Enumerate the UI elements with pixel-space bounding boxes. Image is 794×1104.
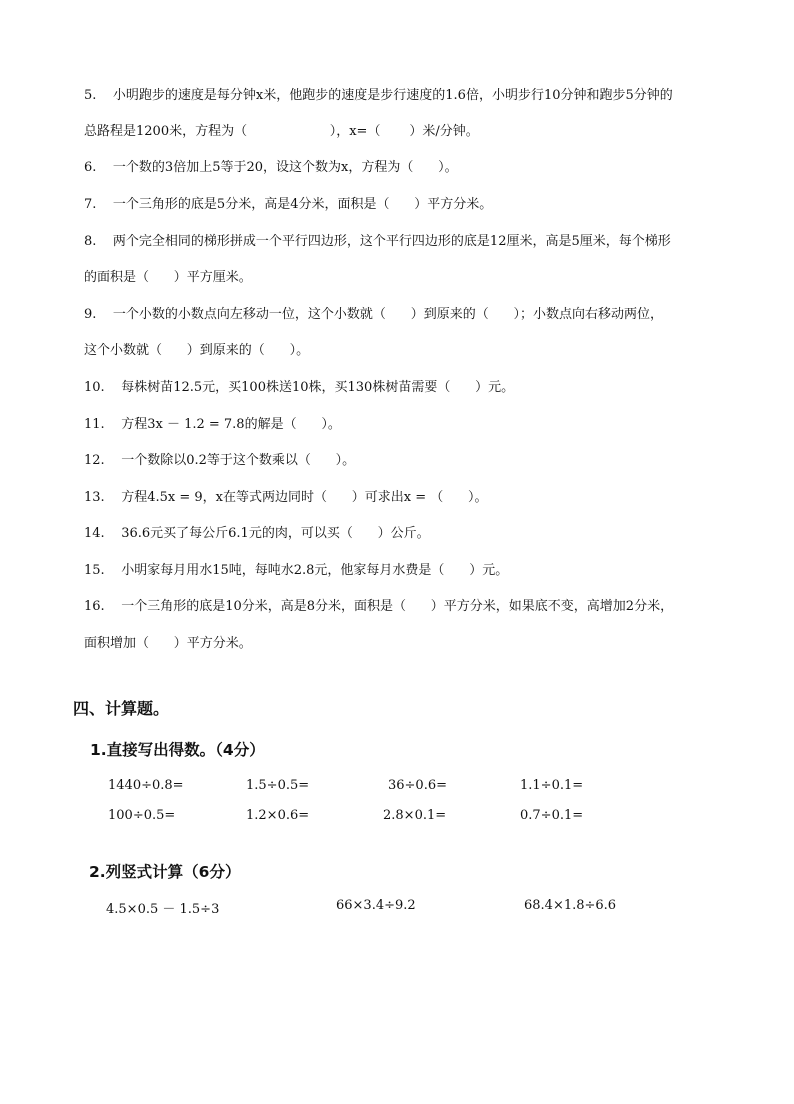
question-9-line-1: 9. 一个小数的小数点向左移动一位，这个小数就（ ）到原来的（ ）；小数点向右移动两位， [84, 307, 664, 322]
question-10: 10. 每株树苗12.5元，买100株送10株，买130株树苗需要（ ）元。 [84, 380, 515, 395]
calc-item: 1.2×0.6= [246, 808, 310, 823]
calc-item: 0.7÷0.1= [520, 808, 584, 823]
section-4-title: 四、计算题。 [73, 699, 170, 718]
calc-item: 1.1÷0.1= [520, 778, 584, 793]
question-13: 13. 方程4.5x = 9，x在等式两边同时（ ）可求出x = （ ）。 [84, 490, 488, 505]
question-16-line-1: 16. 一个三角形的底是10分米，高是8分米，面积是（ ）平方分米，如果底不变，高增加2分米， [84, 599, 674, 614]
question-8-line-2: 的面积是（ ）平方厘米。 [84, 270, 252, 285]
vertical-calc-item: 66×3.4÷9.2 [336, 898, 416, 913]
question-14: 14. 36.6元买了每公斤6.1元的肉，可以买（ ）公斤。 [84, 526, 430, 541]
calc-item: 100÷0.5= [108, 808, 176, 823]
calc-item: 2.8×0.1= [383, 808, 447, 823]
question-5-line-2: 总路程是1200米，方程为（ ），x=（ ）米/分钟。 [84, 124, 479, 139]
question-7: 7. 一个三角形的底是5分米，高是4分米，面积是（ ）平方分米。 [84, 197, 493, 212]
vertical-calc-item: 68.4×1.8÷6.6 [524, 898, 617, 913]
question-16-line-2: 面积增加（ ）平方分米。 [84, 636, 252, 651]
part-1-title: 1.直接写出得数。（4分） [90, 741, 265, 759]
question-8-line-1: 8. 两个完全相同的梯形拼成一个平行四边形，这个平行四边形的底是12厘米，高是5厘米，每个梯形 [84, 234, 671, 249]
calc-item: 1.5÷0.5= [246, 778, 310, 793]
question-15: 15. 小明家每月用水15吨，每吨水2.8元，他家每月水费是（ ）元。 [84, 563, 509, 578]
question-6: 6. 一个数的3倍加上5等于20，设这个数为x，方程为（ ）。 [84, 160, 458, 175]
question-11: 11. 方程3x － 1.2 = 7.8的解是（ ）。 [84, 417, 341, 432]
question-5-line-1: 5. 小明跑步的速度是每分钟x米，他跑步的速度是步行速度的1.6倍，小明步行10分钟和跑步5分钟的 [84, 88, 673, 103]
calc-item: 36÷0.6= [388, 778, 448, 793]
part-2-title: 2.列竖式计算（6分） [89, 863, 241, 881]
vertical-calc-item: 4.5×0.5 － 1.5÷3 [106, 902, 220, 917]
question-12: 12. 一个数除以0.2等于这个数乘以（ ）。 [84, 453, 356, 468]
question-9-line-2: 这个小数就（ ）到原来的（ ）。 [84, 343, 310, 358]
calc-item: 1440÷0.8= [108, 778, 184, 793]
